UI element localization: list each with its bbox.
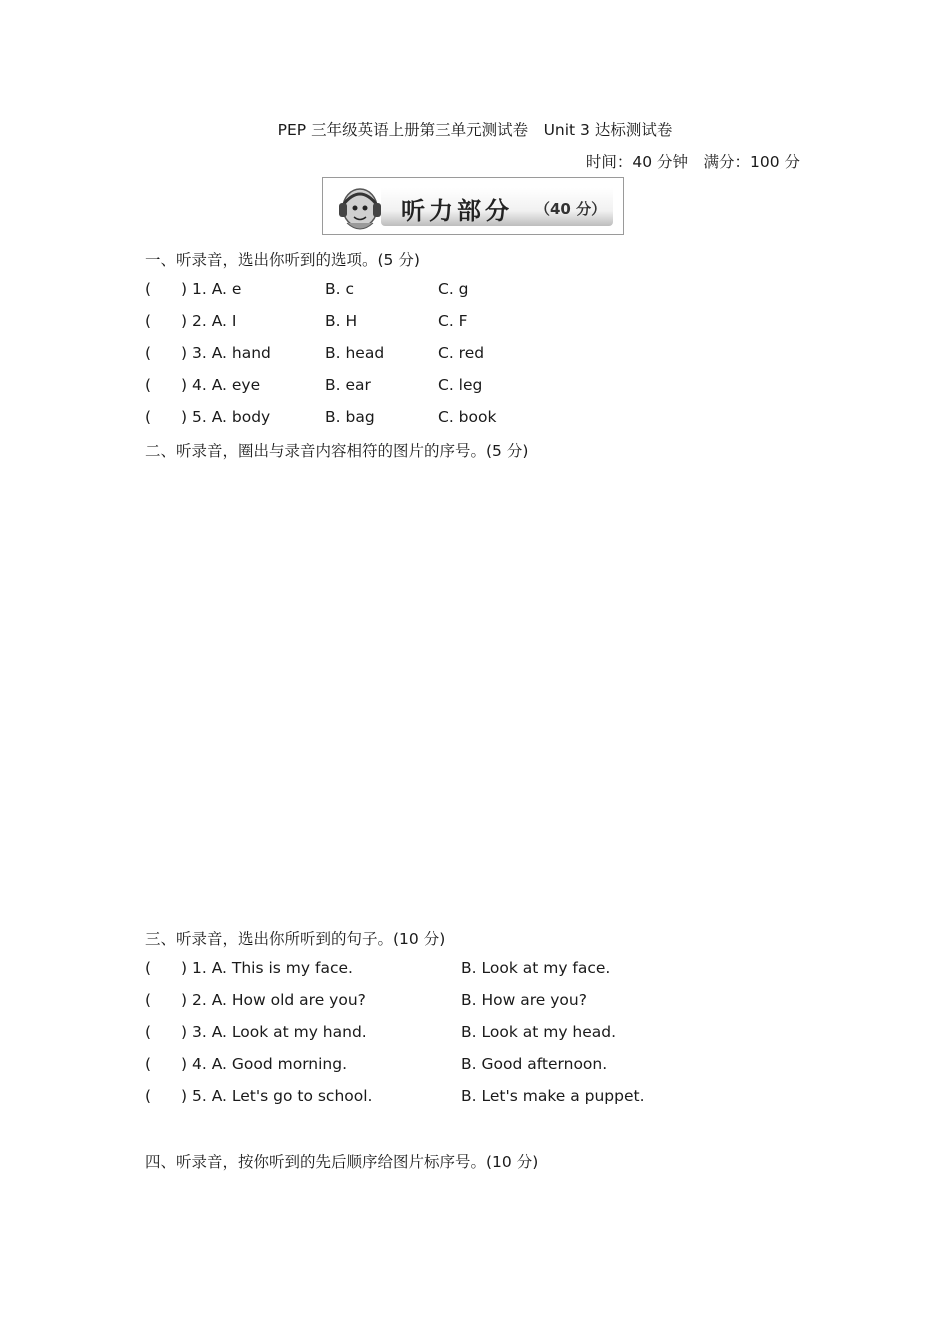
option-b: B. Good afternoon. xyxy=(461,1055,608,1073)
listening-banner xyxy=(322,177,624,235)
option-a: ) 4. A. eye xyxy=(181,376,261,394)
option-c: C. leg xyxy=(438,376,483,394)
option-c: C. book xyxy=(438,408,497,426)
answer-paren: ( xyxy=(145,1087,152,1105)
option-a: ) 5. A. body xyxy=(181,408,271,426)
option-b: B. head xyxy=(325,344,385,362)
option-a: ) 1. A. e xyxy=(181,280,242,298)
banner-score: （40 分） xyxy=(535,200,607,218)
option-c: C. red xyxy=(438,344,485,362)
section1-heading: 一、听录音，选出你听到的选项。(5 分) xyxy=(145,251,420,269)
option-b: B. Look at my head. xyxy=(461,1023,617,1041)
section4-heading: 四、听录音，按你听到的先后顺序给图片标序号。(10 分) xyxy=(145,1153,539,1171)
section3-heading: 三、听录音，选出你所听到的句子。(10 分) xyxy=(145,930,446,948)
headphone-mascot-icon xyxy=(333,181,387,233)
answer-paren: ( xyxy=(145,376,152,394)
answer-paren: ( xyxy=(145,991,152,1009)
option-b: B. How are you? xyxy=(461,991,587,1009)
answer-paren: ( xyxy=(145,312,152,330)
option-a: ) 3. A. hand xyxy=(181,344,271,362)
answer-paren: ( xyxy=(145,959,152,977)
exam-title: PEP 三年级英语上册第三单元测试卷 Unit 3 达标测试卷 xyxy=(277,121,673,139)
option-b: B. Look at my face. xyxy=(461,959,611,977)
option-a: ) 4. A. Good morning. xyxy=(181,1055,348,1073)
section2-heading: 二、听录音，圈出与录音内容相符的图片的序号。(5 分) xyxy=(145,442,529,460)
answer-paren: ( xyxy=(145,1055,152,1073)
answer-paren: ( xyxy=(145,408,152,426)
option-b: B. ear xyxy=(325,376,371,394)
option-a: ) 2. A. How old are you? xyxy=(181,991,366,1009)
option-a: ) 2. A. I xyxy=(181,312,237,330)
option-a: ) 5. A. Let's go to school. xyxy=(181,1087,373,1105)
banner-title: 听力部分 xyxy=(401,197,513,225)
option-b: B. c xyxy=(325,280,355,298)
option-a: ) 1. A. This is my face. xyxy=(181,959,353,977)
option-b: B. H xyxy=(325,312,358,330)
option-c: C. g xyxy=(438,280,469,298)
exam-meta: 时间：40 分钟 满分：100 分 xyxy=(585,153,800,171)
option-b: B. Let's make a puppet. xyxy=(461,1087,645,1105)
option-c: C. F xyxy=(438,312,468,330)
answer-paren: ( xyxy=(145,280,152,298)
answer-paren: ( xyxy=(145,1023,152,1041)
answer-paren: ( xyxy=(145,344,152,362)
option-a: ) 3. A. Look at my hand. xyxy=(181,1023,367,1041)
option-b: B. bag xyxy=(325,408,375,426)
